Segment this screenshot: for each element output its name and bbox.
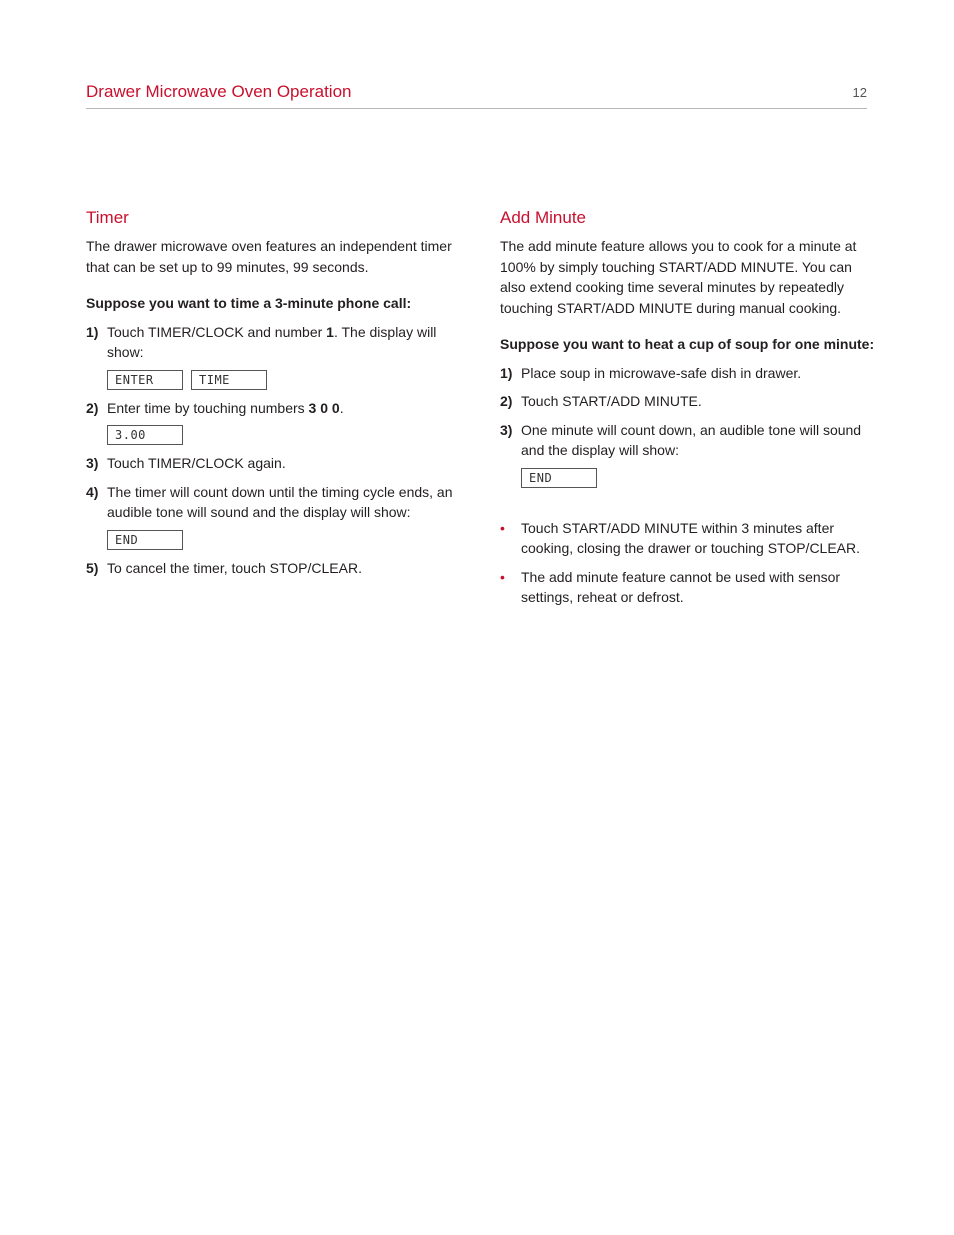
display-readout: END — [107, 530, 183, 550]
step-number: 3) — [86, 455, 99, 471]
bullet-icon: • — [500, 568, 505, 585]
step-number: 1) — [500, 364, 513, 381]
step-text: Place soup in microwave-safe dish in drawer. — [521, 364, 802, 381]
display-readout: 3.00 — [107, 425, 183, 445]
step-text: Touch TIMER/CLOCK again. — [107, 455, 286, 471]
display-readout: END — [521, 468, 597, 488]
timer-lead: Suppose you want to time a 3-minute phone call: — [86, 295, 412, 311]
timer-step-4 — [86, 482, 461, 550]
timer-heading: Timer — [86, 208, 129, 227]
add-minute-notes — [500, 518, 875, 608]
timer-section — [86, 208, 461, 586]
add-minute-section — [500, 208, 875, 616]
timer-step-3 — [86, 453, 461, 474]
display-group — [521, 468, 875, 488]
note-item — [500, 567, 875, 608]
step-text: Enter time by touching numbers — [107, 399, 309, 416]
step-text: . The display will show: — [107, 323, 437, 360]
display-group — [107, 425, 461, 445]
timer-intro: The drawer microwave oven features an independent timer that can be set up to 99 minutes, 99 seconds. — [86, 238, 452, 275]
add-minute-heading: Add Minute — [500, 208, 586, 227]
timer-steps — [86, 322, 461, 579]
step-number: 5) — [86, 559, 99, 576]
display-readout: TIME — [191, 370, 267, 390]
add-minute-lead: Suppose you want to heat a cup of soup for one minute: — [500, 336, 875, 352]
step-text: To cancel the timer, touch STOP/CLEAR. — [107, 559, 362, 576]
step-bold-value: 3 0 0 — [308, 399, 340, 416]
timer-step-1 — [86, 322, 461, 390]
add-minute-step-2 — [500, 391, 875, 412]
note-text: The add minute feature cannot be used with sensor settings, reheat or defrost. — [521, 568, 841, 605]
step-text: One minute will count down, an audible tone will sound and the display will show: — [521, 421, 862, 458]
step-number: 2) — [500, 393, 513, 409]
page-header — [86, 80, 867, 109]
display-group — [107, 370, 461, 390]
step-number: 2) — [86, 399, 99, 416]
add-minute-step-1 — [500, 363, 875, 384]
add-minute-steps — [500, 363, 875, 488]
display-group — [107, 530, 461, 550]
add-minute-step-3 — [500, 420, 875, 488]
step-number: 1) — [86, 323, 99, 340]
step-bold-value: 1 — [326, 323, 334, 340]
step-text: . — [339, 399, 344, 416]
step-text: The timer will count down until the timing cycle ends, an audible tone will sound and the display will show: — [107, 483, 453, 520]
timer-step-2 — [86, 398, 461, 446]
step-text: Touch START/ADD MINUTE. — [521, 393, 702, 409]
note-text: Touch START/ADD MINUTE within 3 minutes after cooking, closing the drawer or touching STOP/CLEAR. — [521, 519, 861, 556]
bullet-icon: • — [500, 519, 505, 536]
step-number: 3) — [500, 421, 513, 438]
note-item — [500, 518, 875, 559]
add-minute-intro: The add minute feature allows you to cook for a minute at 100% by simply touching START/ADD MINUTE. You can also extend cooking time several minutes by repeatedly touching START/ADD MINUTE during manual cooking. — [500, 238, 857, 316]
header-title: Drawer Microwave Oven Operation — [86, 82, 352, 101]
step-text: Touch TIMER/CLOCK and number — [107, 323, 327, 340]
page-number: 12 — [852, 85, 867, 100]
step-number: 4) — [86, 483, 99, 500]
display-readout: ENTER — [107, 370, 183, 390]
timer-step-5 — [86, 558, 461, 579]
